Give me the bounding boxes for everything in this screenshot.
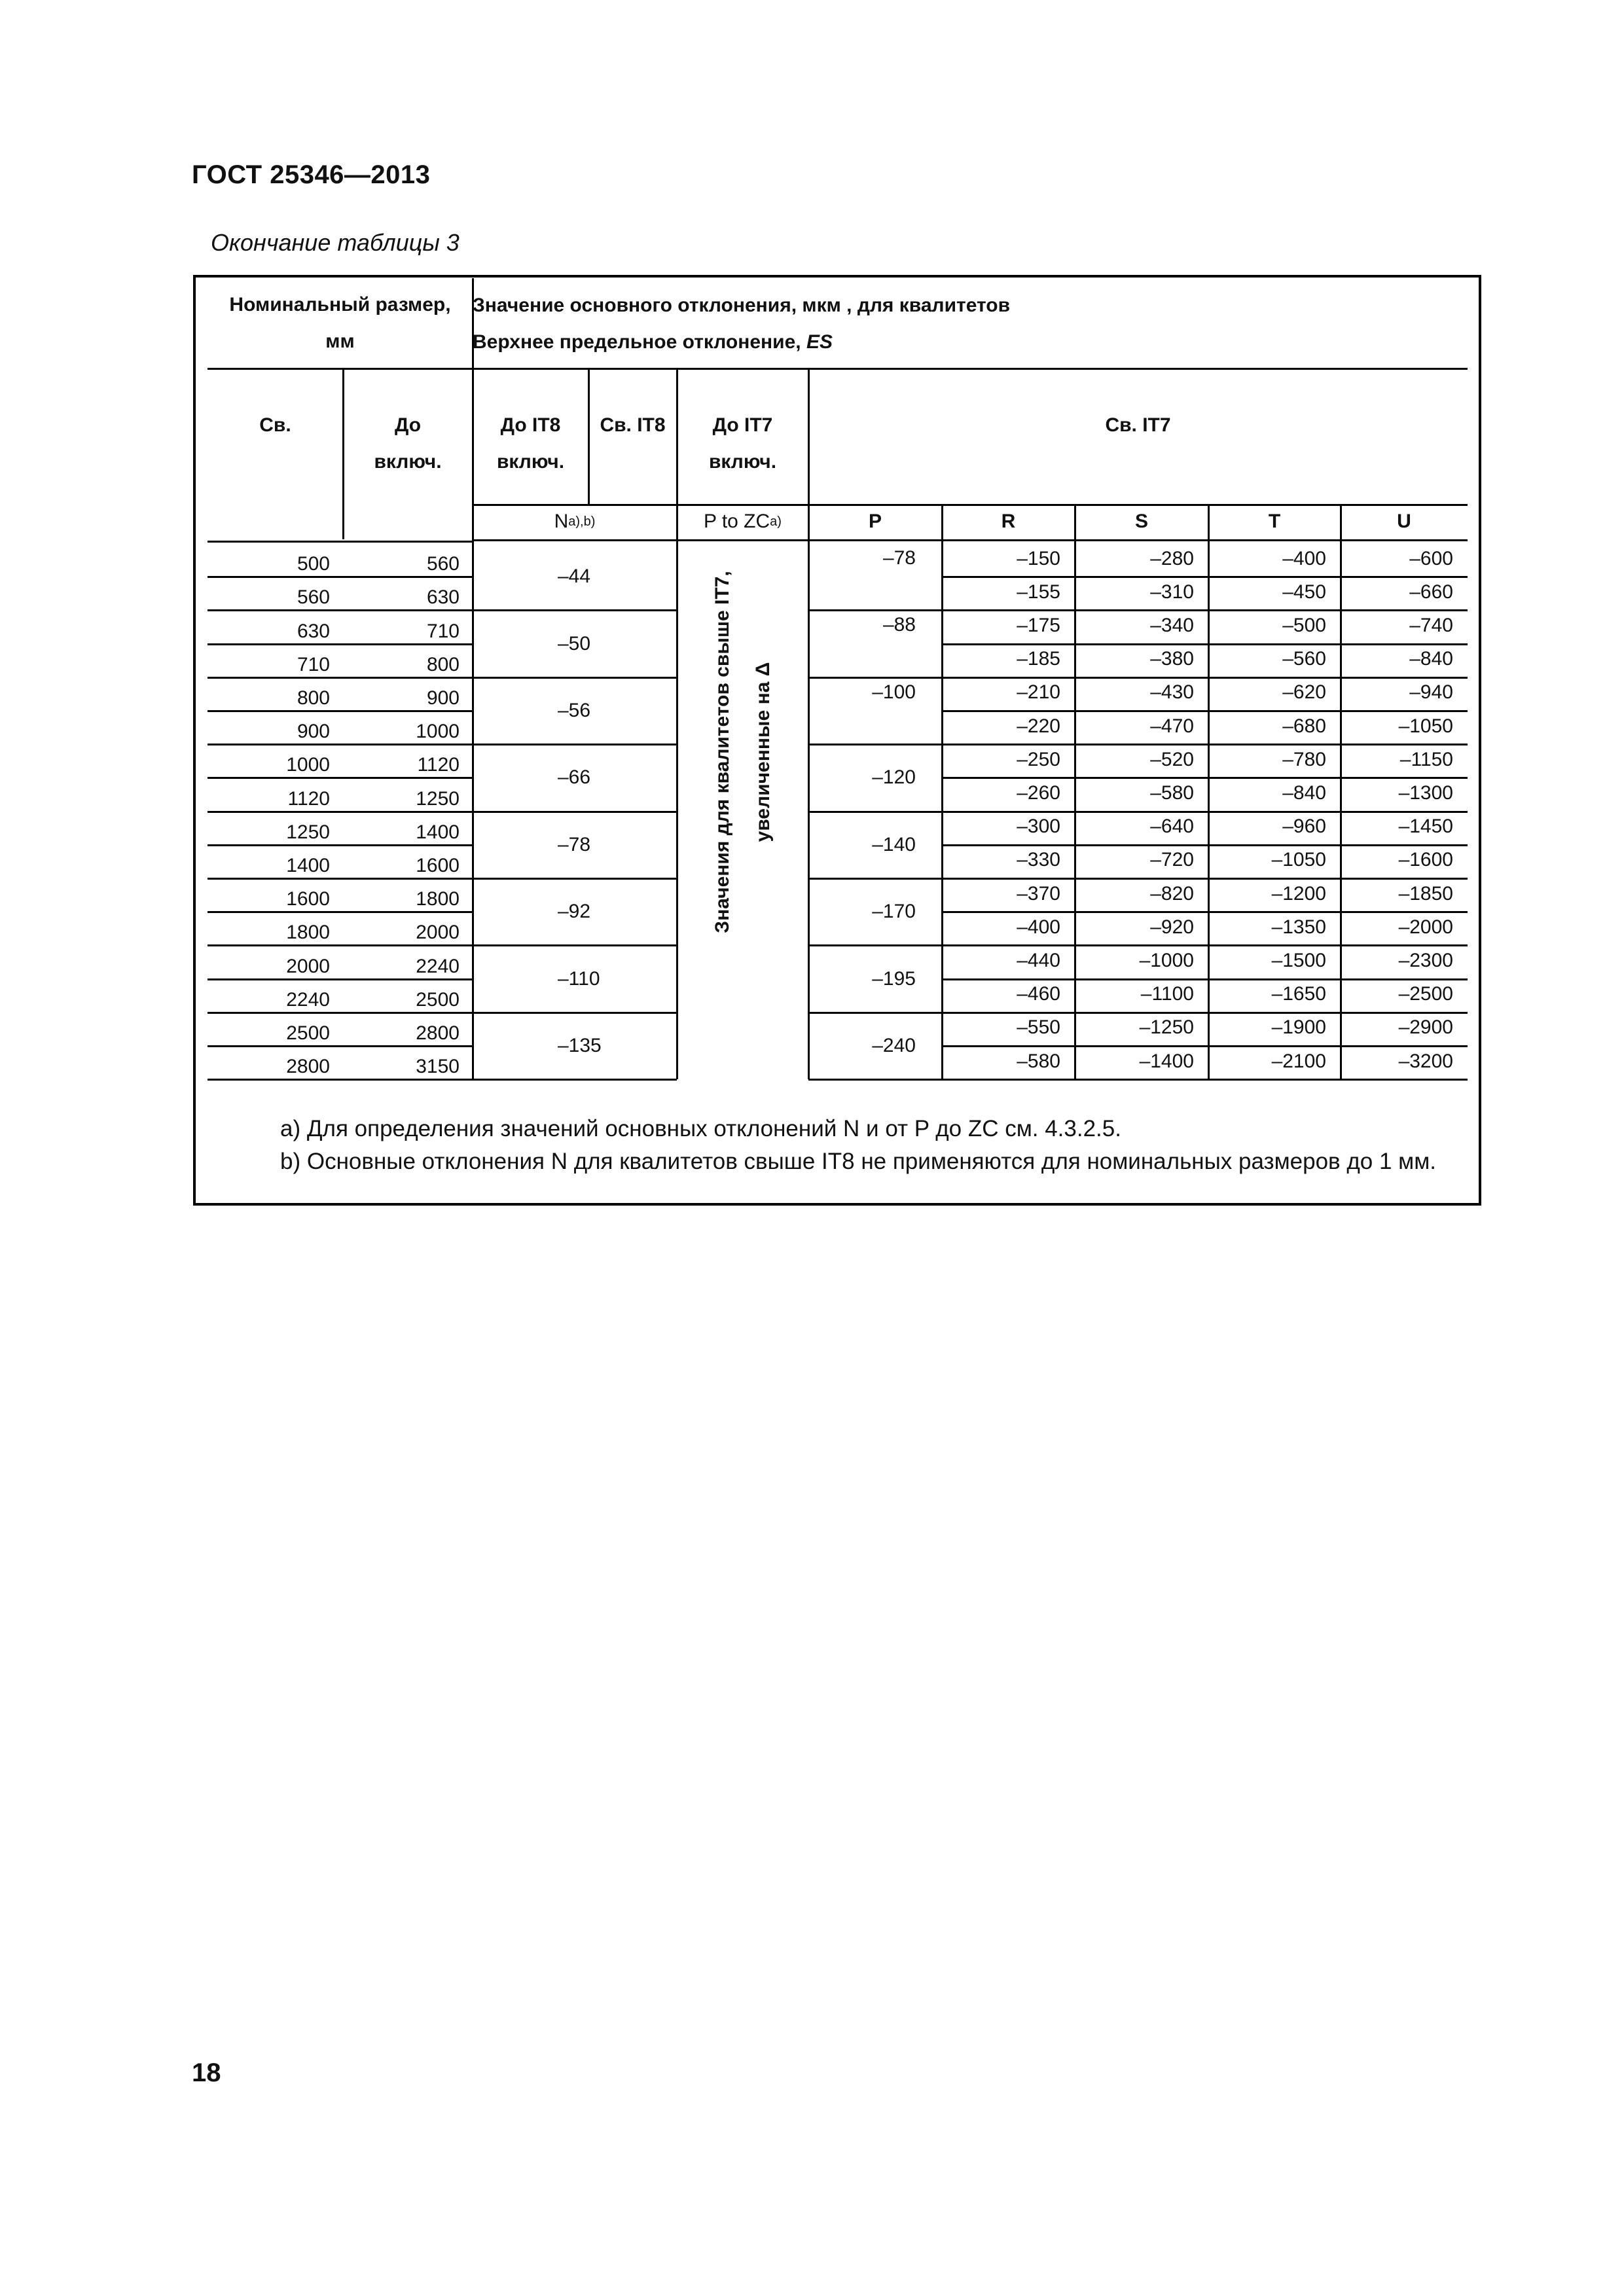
cell-to: 800 bbox=[426, 653, 460, 675]
cell-t: –400 bbox=[1282, 547, 1326, 569]
cell-over: 800 bbox=[297, 687, 330, 709]
cell-over: 1600 bbox=[286, 888, 330, 910]
cell-to: 900 bbox=[426, 687, 460, 709]
cell-n: –135 bbox=[558, 1034, 602, 1056]
cell-s: –580 bbox=[1150, 781, 1194, 804]
cell-s: –640 bbox=[1150, 816, 1194, 838]
letter-header-u: U bbox=[1397, 511, 1411, 532]
cell-t: –1200 bbox=[1271, 882, 1326, 905]
cell-to: 2800 bbox=[416, 1022, 460, 1044]
header-over: Св. bbox=[259, 414, 291, 436]
cell-s: –720 bbox=[1150, 849, 1194, 871]
cell-u: –1450 bbox=[1398, 816, 1453, 838]
cell-s: –1400 bbox=[1139, 1050, 1194, 1072]
cell-t: –1500 bbox=[1271, 949, 1326, 971]
cell-r: –440 bbox=[1017, 949, 1060, 971]
cell-to: 560 bbox=[426, 553, 460, 575]
upper-deviation-es: ES bbox=[806, 331, 833, 353]
cell-s: –380 bbox=[1150, 648, 1194, 670]
cell-over: 900 bbox=[297, 721, 330, 743]
cell-over: 1800 bbox=[286, 922, 330, 944]
cell-s: –340 bbox=[1150, 614, 1194, 636]
cell-p: –195 bbox=[872, 967, 916, 990]
header-deviation-value bbox=[473, 278, 1468, 368]
cell-u: –1150 bbox=[1399, 748, 1453, 770]
cell-r: –175 bbox=[1017, 614, 1060, 636]
upper-deviation-label: Верхнее предельное отклонение, bbox=[473, 331, 806, 353]
cell-to: 2500 bbox=[416, 988, 460, 1011]
cell-t: –780 bbox=[1282, 748, 1326, 770]
cell-t: –450 bbox=[1282, 581, 1326, 603]
cell-over: 2500 bbox=[286, 1022, 330, 1044]
cell-r: –185 bbox=[1017, 648, 1060, 670]
cell-over: 1000 bbox=[286, 754, 330, 776]
cell-p: –100 bbox=[872, 681, 916, 703]
cell-t: –1900 bbox=[1271, 1016, 1326, 1039]
cell-s: –430 bbox=[1150, 681, 1194, 704]
cell-u: –3200 bbox=[1398, 1050, 1453, 1072]
cell-t: –2100 bbox=[1271, 1050, 1326, 1072]
note-a: a) Для определения значений основных отклонений N и от P до ZC см. 4.3.2.5. bbox=[280, 1116, 1121, 1141]
cell-r: –220 bbox=[1017, 715, 1060, 737]
cell-s: –820 bbox=[1150, 882, 1194, 905]
cell-r: –250 bbox=[1017, 748, 1060, 770]
cell-to: 1000 bbox=[416, 721, 460, 743]
table-continuation-caption: Окончание таблицы 3 bbox=[211, 229, 460, 256]
cell-u: –1050 bbox=[1398, 715, 1453, 737]
cell-u: –600 bbox=[1409, 547, 1453, 569]
cell-s: –1000 bbox=[1139, 949, 1194, 971]
cell-u: –740 bbox=[1409, 614, 1453, 636]
header-over-it8: Св. IT8 bbox=[600, 414, 666, 436]
cell-r: –370 bbox=[1017, 882, 1060, 905]
document-code: ГОСТ 25346—2013 bbox=[192, 160, 431, 189]
cell-n: –110 bbox=[558, 967, 600, 990]
cell-s: –520 bbox=[1150, 748, 1194, 770]
cell-to: 1250 bbox=[416, 787, 460, 810]
cell-over: 710 bbox=[297, 653, 330, 675]
cell-t: –620 bbox=[1282, 681, 1326, 704]
cell-u: –840 bbox=[1409, 648, 1453, 670]
cell-over: 1120 bbox=[287, 787, 330, 810]
header-upto-it7: До IT7 включ. bbox=[708, 414, 777, 473]
cell-r: –580 bbox=[1017, 1050, 1060, 1072]
cell-to: 2240 bbox=[416, 955, 460, 977]
cell-p: –88 bbox=[882, 614, 916, 636]
cell-u: –1600 bbox=[1398, 849, 1453, 871]
header-upper-deviation bbox=[473, 324, 833, 361]
cell-to: 1600 bbox=[416, 854, 460, 876]
cell-r: –150 bbox=[1017, 547, 1060, 569]
cell-to: 630 bbox=[426, 586, 460, 609]
cell-n: –78 bbox=[558, 833, 591, 855]
cell-t: –1650 bbox=[1271, 983, 1326, 1005]
cell-to: 3150 bbox=[416, 1056, 460, 1078]
letter-header-t: T bbox=[1268, 511, 1281, 532]
cell-r: –300 bbox=[1017, 816, 1060, 838]
cell-s: –310 bbox=[1150, 581, 1194, 603]
cell-s: –920 bbox=[1150, 916, 1194, 938]
note-b: b) Основные отклонения N для квалитетов свыше IT8 не применяются для номинальных размеров до 1 мм. bbox=[280, 1149, 1437, 1174]
cell-s: –280 bbox=[1150, 547, 1194, 569]
cell-over: 560 bbox=[297, 586, 330, 609]
letter-header-p: P bbox=[868, 511, 882, 532]
cell-to: 1400 bbox=[416, 821, 460, 843]
cell-t: –960 bbox=[1282, 816, 1326, 838]
header-upto-it8: До IT8 включ. bbox=[496, 414, 565, 473]
cell-p: –240 bbox=[872, 1034, 916, 1056]
header-nominal-size: Номинальный размер, мм bbox=[229, 293, 451, 352]
cell-r: –330 bbox=[1017, 849, 1060, 871]
cell-r: –155 bbox=[1017, 581, 1060, 603]
header-over-it7: Св. IT7 bbox=[1105, 414, 1171, 436]
subheader-n-letter: N bbox=[554, 511, 569, 532]
cell-s: –1100 bbox=[1140, 983, 1194, 1005]
cell-r: –460 bbox=[1017, 983, 1060, 1005]
cell-p: –78 bbox=[882, 547, 916, 569]
vertical-increment-note: Значения для квалитетов свыше IT7, увеличенные на Δ bbox=[711, 571, 774, 934]
subheader-p-to-zc: P to ZC a) bbox=[704, 511, 782, 532]
cell-over: 2240 bbox=[286, 988, 330, 1011]
header-to-inclusive: До включ. bbox=[374, 414, 442, 473]
cell-t: –840 bbox=[1282, 781, 1326, 804]
cell-t: –560 bbox=[1282, 648, 1326, 670]
cell-u: –940 bbox=[1409, 681, 1453, 704]
subheader-p-to-zc-label: P to ZC bbox=[704, 511, 770, 532]
cell-to: 2000 bbox=[416, 922, 460, 944]
cell-p: –140 bbox=[872, 833, 916, 855]
cell-over: 630 bbox=[297, 620, 330, 642]
cell-r: –260 bbox=[1017, 781, 1060, 804]
cell-n: –92 bbox=[558, 901, 591, 923]
cell-u: –660 bbox=[1409, 581, 1453, 603]
cell-over: 500 bbox=[297, 553, 330, 575]
cell-t: –1350 bbox=[1271, 916, 1326, 938]
cell-t: –500 bbox=[1282, 614, 1326, 636]
letter-header-s: S bbox=[1134, 511, 1148, 532]
body-top-rule bbox=[208, 541, 473, 543]
cell-n: –66 bbox=[558, 766, 591, 789]
cell-r: –400 bbox=[1017, 916, 1060, 938]
cell-p: –170 bbox=[872, 901, 916, 923]
cell-r: –210 bbox=[1017, 681, 1060, 704]
cell-n: –50 bbox=[558, 632, 591, 655]
cell-t: –1050 bbox=[1271, 849, 1326, 871]
letter-header-r: R bbox=[1001, 511, 1016, 532]
cell-over: 1400 bbox=[286, 854, 330, 876]
cell-p: –120 bbox=[872, 766, 916, 789]
cell-t: –680 bbox=[1282, 715, 1326, 737]
cell-to: 710 bbox=[426, 620, 460, 642]
deviation-table bbox=[208, 278, 1468, 1077]
cell-over: 2000 bbox=[286, 955, 330, 977]
cell-over: 1250 bbox=[286, 821, 330, 843]
cell-n: –56 bbox=[558, 699, 591, 721]
letters-rule bbox=[473, 539, 1468, 541]
cell-to: 1800 bbox=[416, 888, 460, 910]
cell-over: 2800 bbox=[286, 1056, 330, 1078]
cell-u: –1300 bbox=[1398, 781, 1453, 804]
cell-u: –1850 bbox=[1398, 882, 1453, 905]
table-notes bbox=[208, 1113, 1465, 1178]
cell-u: –2900 bbox=[1398, 1016, 1453, 1039]
cell-u: –2500 bbox=[1398, 983, 1453, 1005]
cell-s: –470 bbox=[1150, 715, 1194, 737]
cell-u: –2000 bbox=[1398, 916, 1453, 938]
cell-n: –44 bbox=[558, 565, 591, 588]
cell-r: –550 bbox=[1017, 1016, 1060, 1039]
cell-u: –2300 bbox=[1398, 949, 1453, 971]
cell-s: –1250 bbox=[1139, 1016, 1194, 1039]
subheader-n: N a),b) bbox=[554, 511, 596, 532]
header-deviation-title: Значение основного отклонения, мкм , для квалитетов bbox=[473, 294, 1011, 316]
page-number: 18 bbox=[192, 2058, 221, 2087]
cell-to: 1120 bbox=[417, 754, 460, 776]
